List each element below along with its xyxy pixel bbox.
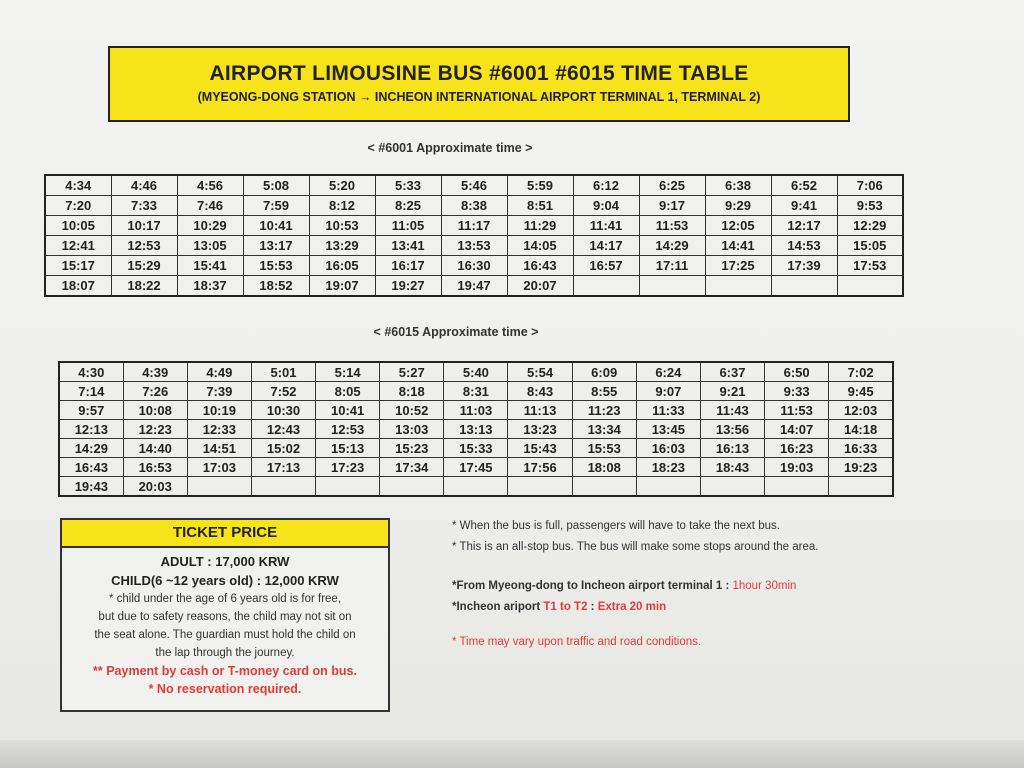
time-cell: 12:29: [837, 216, 903, 236]
time-cell: 17:11: [639, 256, 705, 276]
time-cell: 5:59: [507, 175, 573, 196]
section-label-6001: < #6001 Approximate time >: [367, 141, 533, 155]
time-cell: 10:41: [243, 216, 309, 236]
time-cell: 5:27: [380, 362, 444, 382]
notes-spacer: [452, 562, 972, 580]
time-cell: 17:39: [771, 256, 837, 276]
route-2-terminals: T1 to T2: [543, 601, 588, 613]
time-cell: 11:05: [375, 216, 441, 236]
ticket-price-box: [60, 518, 390, 712]
time-cell: [829, 477, 893, 497]
table-row: [59, 382, 893, 401]
time-cell: 15:43: [508, 439, 572, 458]
time-cell: 11:17: [441, 216, 507, 236]
time-cell: 7:02: [829, 362, 893, 382]
route-subtitle: (MYEONG-DONG STATION → INCHEON INTERNATIONAL AIRPORT TERMINAL 1, TERMINAL 2): [197, 90, 761, 104]
time-cell: 11:23: [572, 401, 636, 420]
time-cell: 11:41: [573, 216, 639, 236]
section-label-6015: < #6015 Approximate time >: [373, 325, 539, 339]
time-cell: 15:17: [45, 256, 111, 276]
time-cell: 15:23: [380, 439, 444, 458]
time-cell: 8:51: [507, 196, 573, 216]
notes-panel: [452, 520, 972, 657]
time-cell: 4:34: [45, 175, 111, 196]
time-cell: 13:23: [508, 420, 572, 439]
time-cell: 5:46: [441, 175, 507, 196]
timetable-6015: [58, 361, 894, 497]
time-cell: 13:53: [441, 236, 507, 256]
time-cell: 12:53: [316, 420, 380, 439]
time-cell: 9:41: [771, 196, 837, 216]
child-note-line-1: * child under the age of 6 years old is for free,: [108, 593, 342, 605]
time-cell: 15:33: [444, 439, 508, 458]
time-cell: 10:05: [45, 216, 111, 236]
child-note-line-4: the lap through the journey.: [155, 647, 295, 659]
time-cell: 17:23: [316, 458, 380, 477]
time-cell: 17:56: [508, 458, 572, 477]
time-cell: 7:06: [837, 175, 903, 196]
time-cell: 19:03: [765, 458, 829, 477]
time-cell: 9:53: [837, 196, 903, 216]
time-cell: 12:53: [111, 236, 177, 256]
time-cell: 15:53: [243, 256, 309, 276]
time-cell: 18:22: [111, 276, 177, 297]
table-row: [59, 439, 893, 458]
time-cell: 20:03: [123, 477, 187, 497]
time-cell: 10:53: [309, 216, 375, 236]
time-cell: 17:13: [251, 458, 315, 477]
note-route-1: [452, 580, 972, 601]
time-cell: 13:17: [243, 236, 309, 256]
time-cell: 16:53: [123, 458, 187, 477]
time-cell: 4:39: [123, 362, 187, 382]
time-cell: 11:33: [636, 401, 700, 420]
time-cell: 5:33: [375, 175, 441, 196]
time-cell: 8:43: [508, 382, 572, 401]
route-2-label: *Incheon ariport: [452, 601, 544, 613]
time-cell: 15:13: [316, 439, 380, 458]
time-cell: 10:19: [187, 401, 251, 420]
note-route-2: [452, 601, 972, 622]
time-cell: [444, 477, 508, 497]
table-row: [59, 362, 893, 382]
time-cell: 16:43: [507, 256, 573, 276]
time-cell: 12:17: [771, 216, 837, 236]
time-cell: 8:25: [375, 196, 441, 216]
time-cell: 15:41: [177, 256, 243, 276]
child-note-line-3: the seat alone. The guardian must hold the child on: [94, 629, 356, 641]
time-cell: 8:55: [572, 382, 636, 401]
time-cell: 6:24: [636, 362, 700, 382]
time-cell: 10:30: [251, 401, 315, 420]
time-cell: [187, 477, 251, 497]
time-cell: 18:08: [572, 458, 636, 477]
time-cell: 15:53: [572, 439, 636, 458]
time-cell: 15:02: [251, 439, 315, 458]
time-cell: 18:52: [243, 276, 309, 297]
time-cell: 19:43: [59, 477, 123, 497]
time-cell: 11:03: [444, 401, 508, 420]
time-cell: 9:33: [765, 382, 829, 401]
time-cell: 20:07: [507, 276, 573, 297]
time-cell: 17:53: [837, 256, 903, 276]
time-cell: [837, 276, 903, 297]
time-cell: 13:41: [375, 236, 441, 256]
time-cell: 8:18: [380, 382, 444, 401]
time-cell: 6:38: [705, 175, 771, 196]
time-cell: 13:56: [700, 420, 764, 439]
time-cell: 16:23: [765, 439, 829, 458]
time-cell: 18:43: [700, 458, 764, 477]
time-cell: 7:52: [251, 382, 315, 401]
time-cell: [380, 477, 444, 497]
time-cell: 19:23: [829, 458, 893, 477]
time-cell: 14:51: [187, 439, 251, 458]
time-cell: 14:07: [765, 420, 829, 439]
time-cell: 9:45: [829, 382, 893, 401]
time-cell: 17:34: [380, 458, 444, 477]
time-cell: 5:20: [309, 175, 375, 196]
time-cell: 5:54: [508, 362, 572, 382]
route-1-label: *From Myeong-dong to Incheon airport terminal 1 :: [452, 580, 733, 592]
time-cell: 14:53: [771, 236, 837, 256]
time-cell: 9:29: [705, 196, 771, 216]
time-cell: 11:53: [765, 401, 829, 420]
time-cell: 4:56: [177, 175, 243, 196]
time-cell: 19:47: [441, 276, 507, 297]
time-cell: 14:17: [573, 236, 639, 256]
time-cell: 16:13: [700, 439, 764, 458]
time-cell: 6:12: [573, 175, 639, 196]
page-title: AIRPORT LIMOUSINE BUS #6001 #6015 TIME TABLE: [209, 62, 749, 85]
route-2-extra: Extra 20 min: [597, 601, 667, 613]
time-cell: 10:41: [316, 401, 380, 420]
time-cell: 5:01: [251, 362, 315, 382]
child-note-line-2: but due to safety reasons, the child may not sit on: [98, 611, 352, 623]
time-cell: 7:14: [59, 382, 123, 401]
time-cell: 16:05: [309, 256, 375, 276]
time-cell: 6:37: [700, 362, 764, 382]
time-cell: 12:43: [251, 420, 315, 439]
time-cell: 12:05: [705, 216, 771, 236]
time-cell: 8:31: [444, 382, 508, 401]
time-cell: 16:33: [829, 439, 893, 458]
table-row: [45, 175, 903, 196]
table-row: [59, 401, 893, 420]
timetable-6001: [44, 174, 904, 297]
route-1-duration: 1hour 30min: [732, 580, 797, 592]
time-cell: 18:37: [177, 276, 243, 297]
time-cell: 12:03: [829, 401, 893, 420]
table-row: [45, 216, 903, 236]
note-traffic: * Time may vary upon traffic and road conditions.: [452, 636, 702, 648]
table-row: [59, 420, 893, 439]
time-cell: 8:05: [316, 382, 380, 401]
table-row: [45, 196, 903, 216]
time-cell: 12:23: [123, 420, 187, 439]
time-cell: 13:45: [636, 420, 700, 439]
time-cell: 18:23: [636, 458, 700, 477]
time-cell: 5:14: [316, 362, 380, 382]
table-row: [45, 256, 903, 276]
time-cell: 8:38: [441, 196, 507, 216]
reservation-note: * No reservation required.: [148, 682, 302, 696]
time-cell: 12:13: [59, 420, 123, 439]
time-cell: 15:05: [837, 236, 903, 256]
time-cell: 10:29: [177, 216, 243, 236]
notes-spacer-2: [452, 622, 972, 636]
time-cell: 17:03: [187, 458, 251, 477]
time-cell: 6:25: [639, 175, 705, 196]
time-cell: 14:41: [705, 236, 771, 256]
time-cell: 10:08: [123, 401, 187, 420]
time-cell: 13:29: [309, 236, 375, 256]
payment-note: ** Payment by cash or T-money card on bus.: [93, 664, 357, 678]
table-row: [59, 458, 893, 477]
time-cell: 16:17: [375, 256, 441, 276]
time-cell: 12:33: [187, 420, 251, 439]
time-cell: 6:50: [765, 362, 829, 382]
time-cell: 13:34: [572, 420, 636, 439]
time-cell: [765, 477, 829, 497]
time-cell: 6:52: [771, 175, 837, 196]
time-cell: 7:20: [45, 196, 111, 216]
time-cell: 17:45: [444, 458, 508, 477]
time-cell: 13:03: [380, 420, 444, 439]
note-full-bus: * When the bus is full, passengers will have to take the next bus.: [452, 520, 780, 532]
time-cell: 4:30: [59, 362, 123, 382]
time-cell: 11:43: [700, 401, 764, 420]
time-cell: 15:29: [111, 256, 177, 276]
table-row: [59, 477, 893, 497]
poster-bottom-edge: [0, 740, 1024, 768]
time-cell: [700, 477, 764, 497]
time-cell: 7:59: [243, 196, 309, 216]
time-cell: [771, 276, 837, 297]
time-cell: 11:53: [639, 216, 705, 236]
time-cell: 19:27: [375, 276, 441, 297]
time-cell: 12:41: [45, 236, 111, 256]
time-cell: [705, 276, 771, 297]
time-cell: 5:08: [243, 175, 309, 196]
time-cell: 14:29: [639, 236, 705, 256]
time-cell: 14:05: [507, 236, 573, 256]
time-cell: [573, 276, 639, 297]
table-row: [45, 236, 903, 256]
time-cell: 9:21: [700, 382, 764, 401]
time-cell: 11:29: [507, 216, 573, 236]
time-cell: 10:52: [380, 401, 444, 420]
time-cell: 14:18: [829, 420, 893, 439]
time-cell: 16:57: [573, 256, 639, 276]
table-row: [45, 276, 903, 297]
time-cell: 18:07: [45, 276, 111, 297]
time-cell: 9:17: [639, 196, 705, 216]
time-cell: [639, 276, 705, 297]
time-cell: 9:07: [636, 382, 700, 401]
time-cell: 4:49: [187, 362, 251, 382]
time-cell: 16:43: [59, 458, 123, 477]
time-cell: 7:39: [187, 382, 251, 401]
time-cell: [508, 477, 572, 497]
time-cell: 17:25: [705, 256, 771, 276]
time-cell: 9:57: [59, 401, 123, 420]
time-cell: [572, 477, 636, 497]
time-cell: 7:26: [123, 382, 187, 401]
time-cell: 7:46: [177, 196, 243, 216]
time-cell: [251, 477, 315, 497]
note-all-stop: * This is an all-stop bus. The bus will make some stops around the area.: [452, 541, 819, 553]
time-cell: 16:03: [636, 439, 700, 458]
route-2-separator: :: [587, 601, 598, 613]
time-cell: 9:04: [573, 196, 639, 216]
time-cell: 13:13: [444, 420, 508, 439]
ticket-price-heading: TICKET PRICE: [62, 520, 388, 548]
time-cell: [316, 477, 380, 497]
time-cell: 4:46: [111, 175, 177, 196]
time-cell: [636, 477, 700, 497]
time-cell: 7:33: [111, 196, 177, 216]
child-price: CHILD(6 ~12 years old) : 12,000 KRW: [111, 573, 339, 588]
title-banner: [108, 46, 850, 122]
time-cell: 14:40: [123, 439, 187, 458]
time-cell: 10:17: [111, 216, 177, 236]
adult-price: ADULT : 17,000 KRW: [160, 554, 290, 569]
time-cell: 8:12: [309, 196, 375, 216]
time-cell: 13:05: [177, 236, 243, 256]
time-cell: 11:13: [508, 401, 572, 420]
time-cell: 5:40: [444, 362, 508, 382]
time-cell: 6:09: [572, 362, 636, 382]
time-cell: 16:30: [441, 256, 507, 276]
time-cell: 19:07: [309, 276, 375, 297]
time-cell: 14:29: [59, 439, 123, 458]
